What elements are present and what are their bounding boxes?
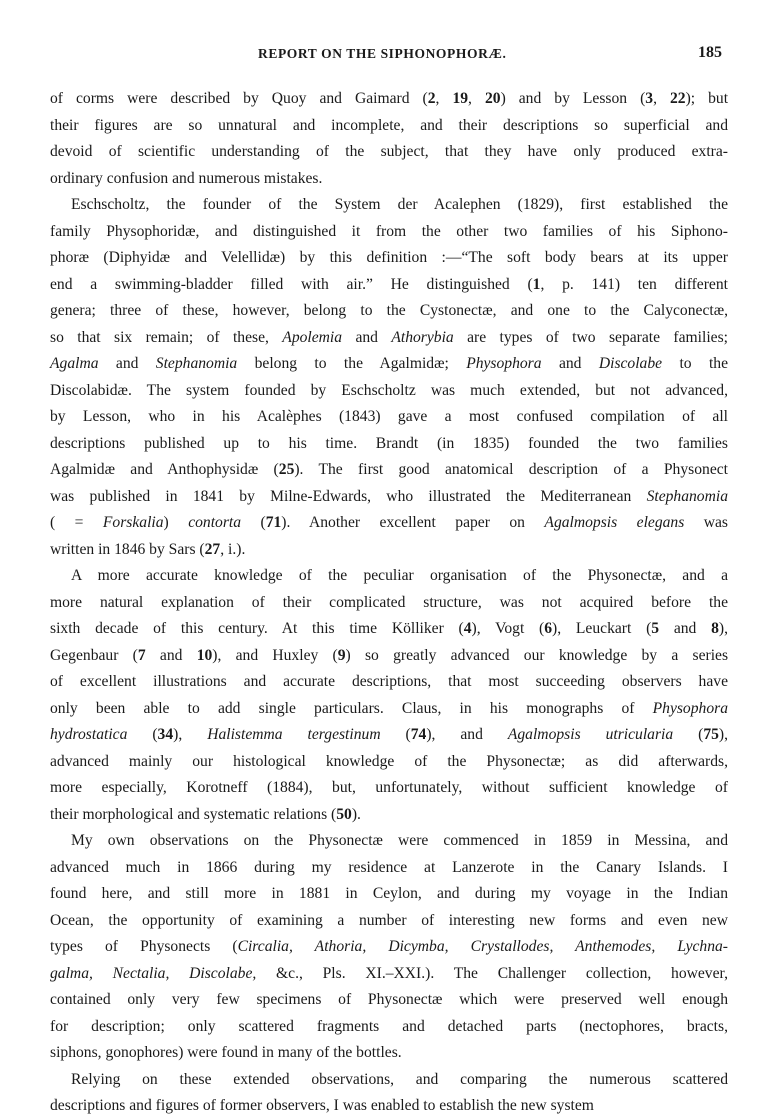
reference-number: 20 xyxy=(484,90,501,107)
text-line: of corms were described by Quoy and Gaimard (2, 19, 20) and by Lesson (3, 22); but xyxy=(50,90,729,107)
reference-number: 34 xyxy=(157,726,174,743)
text-line: written in 1846 by Sars (27, i.). xyxy=(50,540,246,558)
reference-number: 8 xyxy=(711,620,719,637)
italic-term: hydrostatica xyxy=(50,726,128,743)
text-line: their figures are so unnatural and incomplete, and their descriptions so superficial and xyxy=(50,116,728,134)
text-line: family Physophoridæ, and distinguished it from the other two families of his Siphono- xyxy=(50,222,728,240)
italic-term: Agalmopsis utricularia xyxy=(507,726,674,743)
italic-term: Halistemma tergestinum xyxy=(207,726,381,743)
text-line: phoræ (Diphyidæ and Velellidæ) by this definition :—“The soft body bears at its upper xyxy=(50,249,728,266)
italic-term: Physophora xyxy=(652,699,728,717)
reference-number: 50 xyxy=(336,805,352,823)
text-line: A more accurate knowledge of the peculiar organisation of the Physonectæ, and a xyxy=(71,567,728,584)
paragraph xyxy=(50,86,728,192)
reference-number: 71 xyxy=(265,514,282,531)
reference-number: 6 xyxy=(544,620,553,637)
paragraph xyxy=(50,828,728,1067)
reference-number: 1 xyxy=(532,275,541,293)
reference-number: 19 xyxy=(452,90,469,107)
text-line: Eschscholtz, the founder of the System der Acalephen (1829), first established the xyxy=(71,196,728,213)
italic-term: Agalma xyxy=(50,355,99,372)
page-header xyxy=(0,46,776,68)
text-line: sixth decade of this century. At this time Kölliker (4), Vogt (6), Leuckart (5 and 8), xyxy=(50,620,728,637)
italic-term: Physophora xyxy=(466,355,542,372)
paragraph xyxy=(50,192,728,563)
reference-number: 2 xyxy=(427,90,436,107)
italic-term: Stephanomia xyxy=(646,487,728,505)
text-line: descriptions and figures of former observers, I was enabled to establish the new system xyxy=(50,1097,594,1114)
reference-number: 22 xyxy=(670,90,686,107)
text-line: advanced much in 1866 during my residence at Lanzerote in the Canary Islands. I xyxy=(50,858,728,876)
text-line: devoid of scientific understanding of the subject, that they have only produced extra- xyxy=(50,143,728,160)
italic-term: Agalmopsis elegans xyxy=(544,514,685,531)
text-line: ( = Forskalia) contorta (71). Another excellent paper on Agalmopsis elegans was xyxy=(50,514,729,531)
italic-term: Forskalia xyxy=(102,514,164,531)
body-text xyxy=(50,86,728,1120)
text-line: ordinary confusion and numerous mistakes. xyxy=(50,169,323,187)
text-line: Agalmidæ and Anthophysidæ (25). The first good anatomical description of a Physonect xyxy=(50,461,728,478)
text-line: found here, and still more in 1881 in Ceylon, and during my voyage in the Indian xyxy=(50,885,728,902)
reference-number: 7 xyxy=(137,646,146,664)
text-line: genera; three of these, however, belong to the Cystonectæ, and one to the Calyconectæ, xyxy=(50,302,728,319)
text-line: galma, Nectalia, Discolabe, &c., Pls. XI.–XXI.). The Challenger collection, however, xyxy=(50,964,728,982)
reference-number: 74 xyxy=(410,726,427,743)
text-line: contained only very few specimens of Physonectæ which were preserved well enough xyxy=(50,991,728,1008)
reference-number: 27 xyxy=(204,540,221,558)
text-line: My own observations on the Physonectæ were commenced in 1859 in Messina, and xyxy=(71,832,728,849)
italic-term: Athorybia xyxy=(391,328,454,346)
reference-number: 75 xyxy=(703,726,719,743)
text-line: siphons, gonophores) were found in many of the bottles. xyxy=(50,1044,402,1061)
running-head: REPORT ON THE SIPHONOPHORÆ. xyxy=(258,46,507,61)
text-line: Agalma and Stephanomia belong to the Agalmidæ; Physophora and Discolabe to the xyxy=(50,355,729,372)
italic-term: Apolemia xyxy=(282,328,343,346)
reference-number: 5 xyxy=(651,620,660,637)
text-line: hydrostatica (34), Halistemma tergestinum (74), and Agalmopsis utricularia (75), xyxy=(50,726,729,743)
text-line: more natural explanation of their complicated structure, was not acquired before the xyxy=(50,593,728,611)
text-line: more especially, Korotneff (1884), but, unfortunately, without sufficient knowledge of xyxy=(50,779,728,796)
text-line: descriptions published up to his time. Brandt (in 1835) founded the two families xyxy=(50,434,728,452)
page-number: 185 xyxy=(698,44,722,61)
italic-term: galma, Nectalia, Discolabe, xyxy=(50,964,257,982)
text-line: so that six remain; of these, Apolemia and Athorybia are types of two separate families; xyxy=(50,328,728,346)
italic-term: Circalia, Athoria, Dicymba, Crystallodes, Anthemodes, Lychna- xyxy=(237,938,729,955)
italic-term: Stephanomia xyxy=(155,355,238,372)
text-line: Relying on these extended observations, and comparing the numerous scattered xyxy=(71,1070,728,1088)
reference-number: 25 xyxy=(278,461,295,478)
text-line: end a swimming-bladder filled with air.” He distinguished (1, p. 141) ten different xyxy=(50,275,728,293)
reference-number: 10 xyxy=(196,646,213,664)
text-line: advanced mainly our histological knowledge of the Physonectæ; as did afterwards, xyxy=(50,752,728,770)
italic-term: Discolabe xyxy=(598,355,663,372)
reference-number: 9 xyxy=(337,646,346,664)
text-line: their morphological and systematic relations (50). xyxy=(50,805,361,823)
reference-number: 4 xyxy=(463,620,472,637)
text-line: Gegenbaur (7 and 10), and Huxley (9) so greatly advanced our knowledge by a series xyxy=(50,646,729,664)
text-line: Ocean, the opportunity of examining a number of interesting new forms and even new xyxy=(50,911,728,929)
text-line: only been able to add single particulars. Claus, in his monographs of Physophora xyxy=(50,699,728,717)
italic-term: contorta xyxy=(188,514,242,531)
text-line: by Lesson, who in his Acalèphes (1843) gave a most confused compilation of all xyxy=(50,408,728,425)
paragraph xyxy=(50,1067,728,1120)
text-line: types of Physonects (Circalia, Athoria, Dicymba, Crystallodes, Anthemodes, Lychna- xyxy=(50,938,729,955)
reference-number: 3 xyxy=(645,90,654,107)
text-line: of excellent illustrations and accurate descriptions, that most succeeding observers have xyxy=(50,673,728,690)
text-line: was published in 1841 by Milne-Edwards, who illustrated the Mediterranean Stephanomia xyxy=(50,487,728,505)
text-line: Discolabidæ. The system founded by Eschscholtz was much extended, but not advanced, xyxy=(50,381,728,399)
text-line: for description; only scattered fragments and detached parts (nectophores, bracts, xyxy=(50,1017,728,1035)
paragraph xyxy=(50,563,728,828)
